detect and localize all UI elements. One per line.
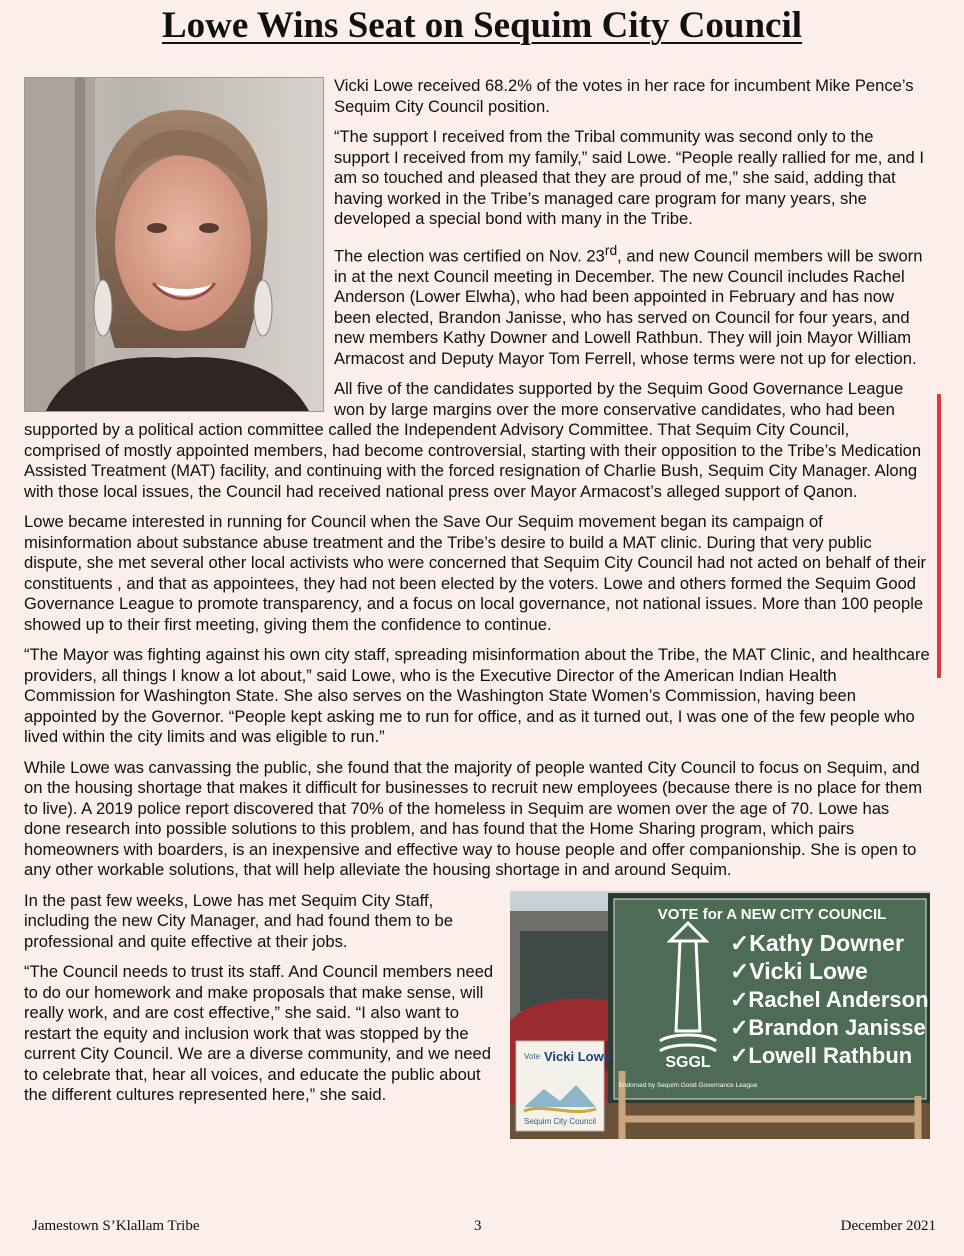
footer-publisher: Jamestown S’Klallam Tribe [32, 1218, 200, 1234]
sign-candidate-1: ✓Kathy Downer [730, 929, 904, 956]
sign-candidate-3: ✓Rachel Anderson [730, 986, 929, 1012]
paragraph-8: In the past few weeks, Lowe has met Sequim City Staff, including the new City Manager, and had found them to be professional and quite effective at their jobs. [24, 890, 453, 951]
sign-candidate-5: ✓Lowell Rathbun [730, 1042, 913, 1068]
paragraph-4: All five of the candidates supported by the Sequim Good Governance League won by large margins over the more conservative candidates, who had been supported by a political action committee called the Independent Advisory Committee. That Sequim City Council, comprised of mostly appointed members, had become controversial, starting with their opposition to the Tribe’s Medication Assisted Treatment (MAT) facility, and continuing with the forced resignation of Charlie Bush, Sequim City Manager. Along with those local issues, the Council had received national press over Mayor Armacost’s alleged support of Qanon. [24, 379, 922, 501]
paragraph-5: Lowe became interested in running for Council when the Save Our Sequim movement began its campaign of misinformation about substance abuse treatment and the Tribe’s desire to build a MAT clinic. During that very public dispute, she met several other local activists who were concerned that Sequim City Council had not acted on behalf of their constituents , and that as appointees, they had not been elected by the voters. Lowe and others formed the Sequim Good Governance League to promote transparency, and a focus on local governance, not national issues. More than 100 people showed up to their first meeting, giving them the confidence to continue. [24, 512, 927, 634]
yard-sign-footer: Sequim City Council [523, 1116, 597, 1126]
sign-heading: VOTE for A NEW CITY COUNCIL [657, 905, 887, 923]
red-accent-bar [937, 394, 941, 678]
sign-candidate-2: ✓Vicki Lowe [730, 957, 868, 984]
yard-sign-name: Vicki Lowe [544, 1048, 611, 1064]
article-body [24, 76, 930, 1139]
vicki-lowe-portrait [24, 77, 324, 412]
campaign-sign-photo [510, 891, 930, 1139]
paragraph-1: Vicki Lowe received 68.2% of the votes in her race for incumbent Mike Pence’s Sequim City Council position. [334, 76, 914, 116]
sign-candidate-4: ✓Brandon Janisse [730, 1014, 926, 1040]
sign-org-abbrev: SGGL [665, 1053, 711, 1071]
paragraph-6: “The Mayor was fighting against his own city staff, spreading misinformation about the Tribe, the MAT Clinic, and healthcare providers, all things I know a lot about,” said Lowe, who is the Executive Director of the American Indian Health Commission for Washington State. She also serves on the Washington State Women’s Commission, having been appointed by the Governor. “People kept asking me to run for office, and as it turned out, I was one of the few people who lived within the city limits and was eligible to run.” [24, 645, 930, 747]
footer-date: December 2021 [840, 1218, 936, 1234]
yard-sign-vote: Vote [524, 1051, 541, 1061]
paragraph-7: While Lowe was canvassing the public, she found that the majority of people wanted City Council to focus on Sequim, and on the housing shortage that makes it difficult for businesses to recruit new employees (because there is no place for them to live). A 2019 police report discovered that 70% of the homeless in Sequim are women over the age of 70. Lowe has done research into possible solutions to this problem, and has found that the Home Sharing program, which pairs homeowners with boarders, is an inexpensive and effective way to house people and offer companionship. She is open to any other workable solutions, that will help alleviate the housing shortage in and around Sequim. [24, 757, 923, 880]
ordinal-suffix: rd [604, 241, 618, 258]
paragraph-3: The election was certified on Nov. 23rd, and new Council members will be sworn in at the next Council meeting in December. The new Council includes Rachel Anderson (Lower Elwha), who had been appointed in February and has now been elected, Brandon Janisse, who has served on Council for four years, and new members Kathy Downer and Lowell Rathbun. They will join Mayor William Armacost and Deputy Mayor Tom Ferrell, whose terms were not up for election. [334, 241, 923, 368]
sign-endorsement: Endorsed by Sequim Good Governance League [618, 1081, 758, 1089]
paragraph-9: “The Council needs to trust its staff. And Council members need to do our homework and make proposals that make sense, will really work, and are cost effective,” she said. “I also want to restart the equity and inclusion work that was stopped by the current City Council. We are a diverse community, and we need to celebrate that, hear all voices, and educate the public about the different cultures represented here,” she said. [24, 962, 494, 1105]
footer-page-number: 3 [474, 1218, 482, 1234]
paragraph-2: “The support I received from the Tribal community was second only to the support I received from my family,” said Lowe. “People really rallied for me, and I am so touched and pleased that they are proud of me,” she said, adding that having worked in the Tribe’s managed care program for many years, she developed a special bond with many in the Tribe. [334, 127, 924, 228]
headline: Lowe Wins Seat on Sequim City Council [161, 5, 803, 46]
